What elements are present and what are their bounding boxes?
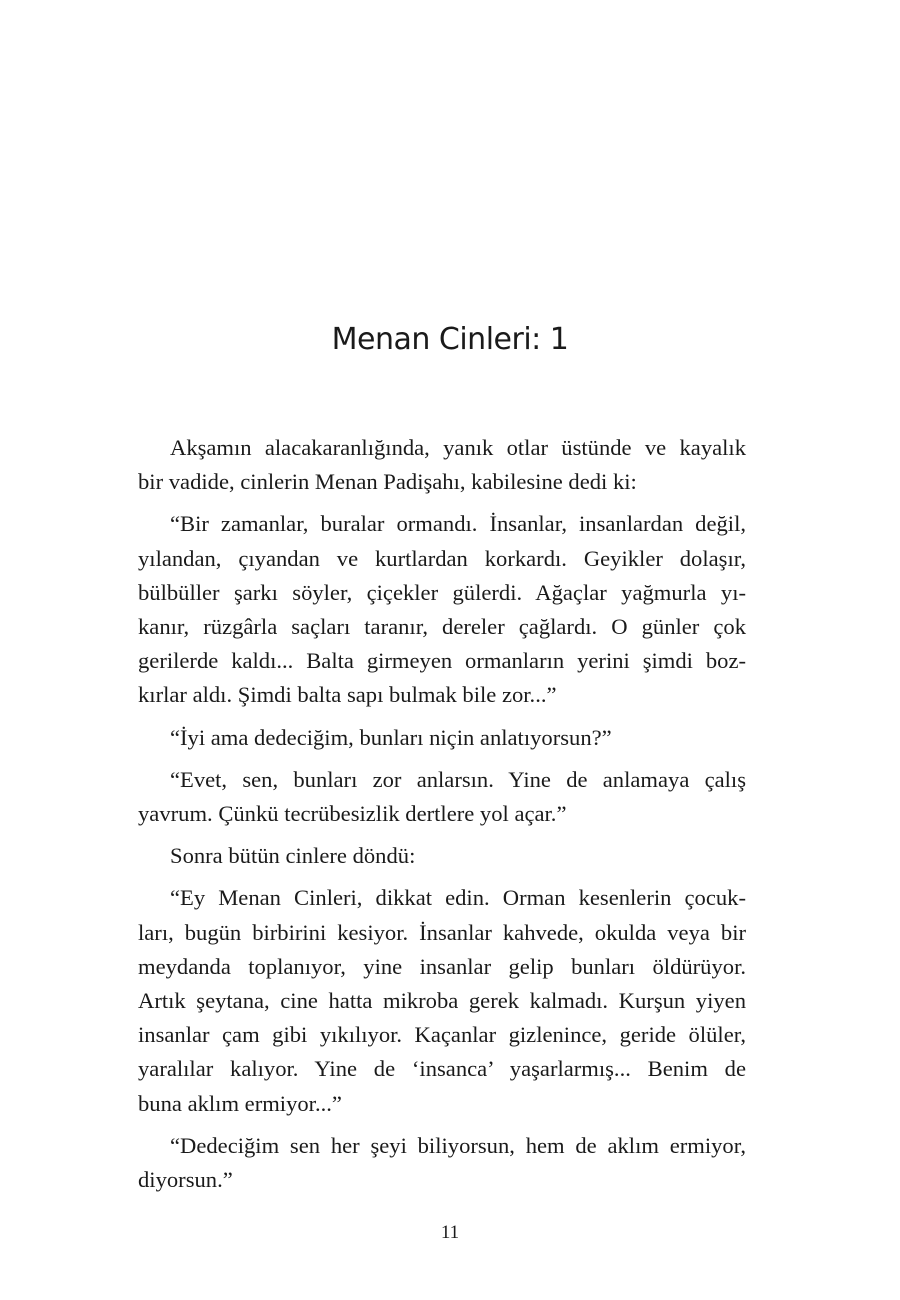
paragraph bbox=[138, 881, 746, 1120]
text-line: Akşamın alacakaranlığında, yanık otlar üstünde ve kayalık bbox=[170, 435, 746, 460]
text-line: yılandan, çıyandan ve kurtlardan korkardı. Geyikler dolaşır, bbox=[138, 545, 746, 571]
text-line: gerilerde kaldı... Balta girmeyen ormanların yerini şimdi boz- bbox=[138, 648, 746, 674]
paragraph bbox=[138, 721, 746, 755]
paragraph bbox=[138, 839, 746, 873]
text-line: insanlar çam gibi yıkılıyor. Kaçanlar gizlenince, geride ölüler, bbox=[138, 1022, 746, 1048]
text-line: ları, bugün birbirini kesiyor. İnsanlar kahvede, okulda veya bir bbox=[138, 919, 746, 945]
text-line: “Evet, sen, bunları zor anlarsın. Yine de anlamaya çalış bbox=[170, 766, 746, 792]
text-line: bülbüller şarkı söyler, çiçekler gülerdi. Ağaçlar yağmurla yı- bbox=[138, 579, 746, 605]
text-line: diyorsun.” bbox=[138, 1167, 233, 1193]
text-line: “Bir zamanlar, buralar ormandı. İnsanlar, insanlardan değil, bbox=[170, 511, 746, 537]
text-line: “İyi ama dedeciğim, bunları niçin anlatıyorsun?” bbox=[170, 724, 612, 750]
text-line: meydanda toplanıyor, yine insanlar gelip bunları öldürüyor. bbox=[138, 953, 746, 979]
text-line: kırlar aldı. Şimdi balta sapı bulmak bile zor...” bbox=[138, 682, 557, 708]
text-line: kanır, rüzgârla saçları taranır, dereler çağlardı. O günler çok bbox=[138, 614, 746, 640]
text-line: buna aklım ermiyor...” bbox=[138, 1090, 342, 1116]
text-line: Artık şeytana, cine hatta mikroba gerek kalmadı. Kurşun yiyen bbox=[138, 988, 746, 1014]
paragraph bbox=[138, 763, 746, 831]
text-line: Sonra bütün cinlere döndü: bbox=[170, 843, 416, 869]
text-line: “Dedeciğim sen her şeyi biliyorsun, hem de aklım ermiyor, bbox=[170, 1132, 746, 1158]
page-number: 11 bbox=[440, 1222, 460, 1243]
paragraph bbox=[138, 1129, 746, 1197]
text-line: bir vadide, cinlerin Menan Padişahı, kabilesine dedi ki: bbox=[138, 469, 637, 495]
paragraph bbox=[138, 431, 746, 499]
body-text bbox=[138, 431, 746, 1205]
paragraph bbox=[138, 507, 746, 712]
text-line: yaralılar kalıyor. Yine de ‘insanca’ yaşarlarmış... Benim de bbox=[138, 1056, 746, 1082]
text-line: yavrum. Çünkü tecrübesizlik dertlere yol açar.” bbox=[138, 801, 567, 827]
chapter-title: Menan Cinleri: 1 bbox=[331, 322, 569, 357]
text-line: “Ey Menan Cinleri, dikkat edin. Orman kesenlerin çocuk- bbox=[170, 885, 746, 911]
